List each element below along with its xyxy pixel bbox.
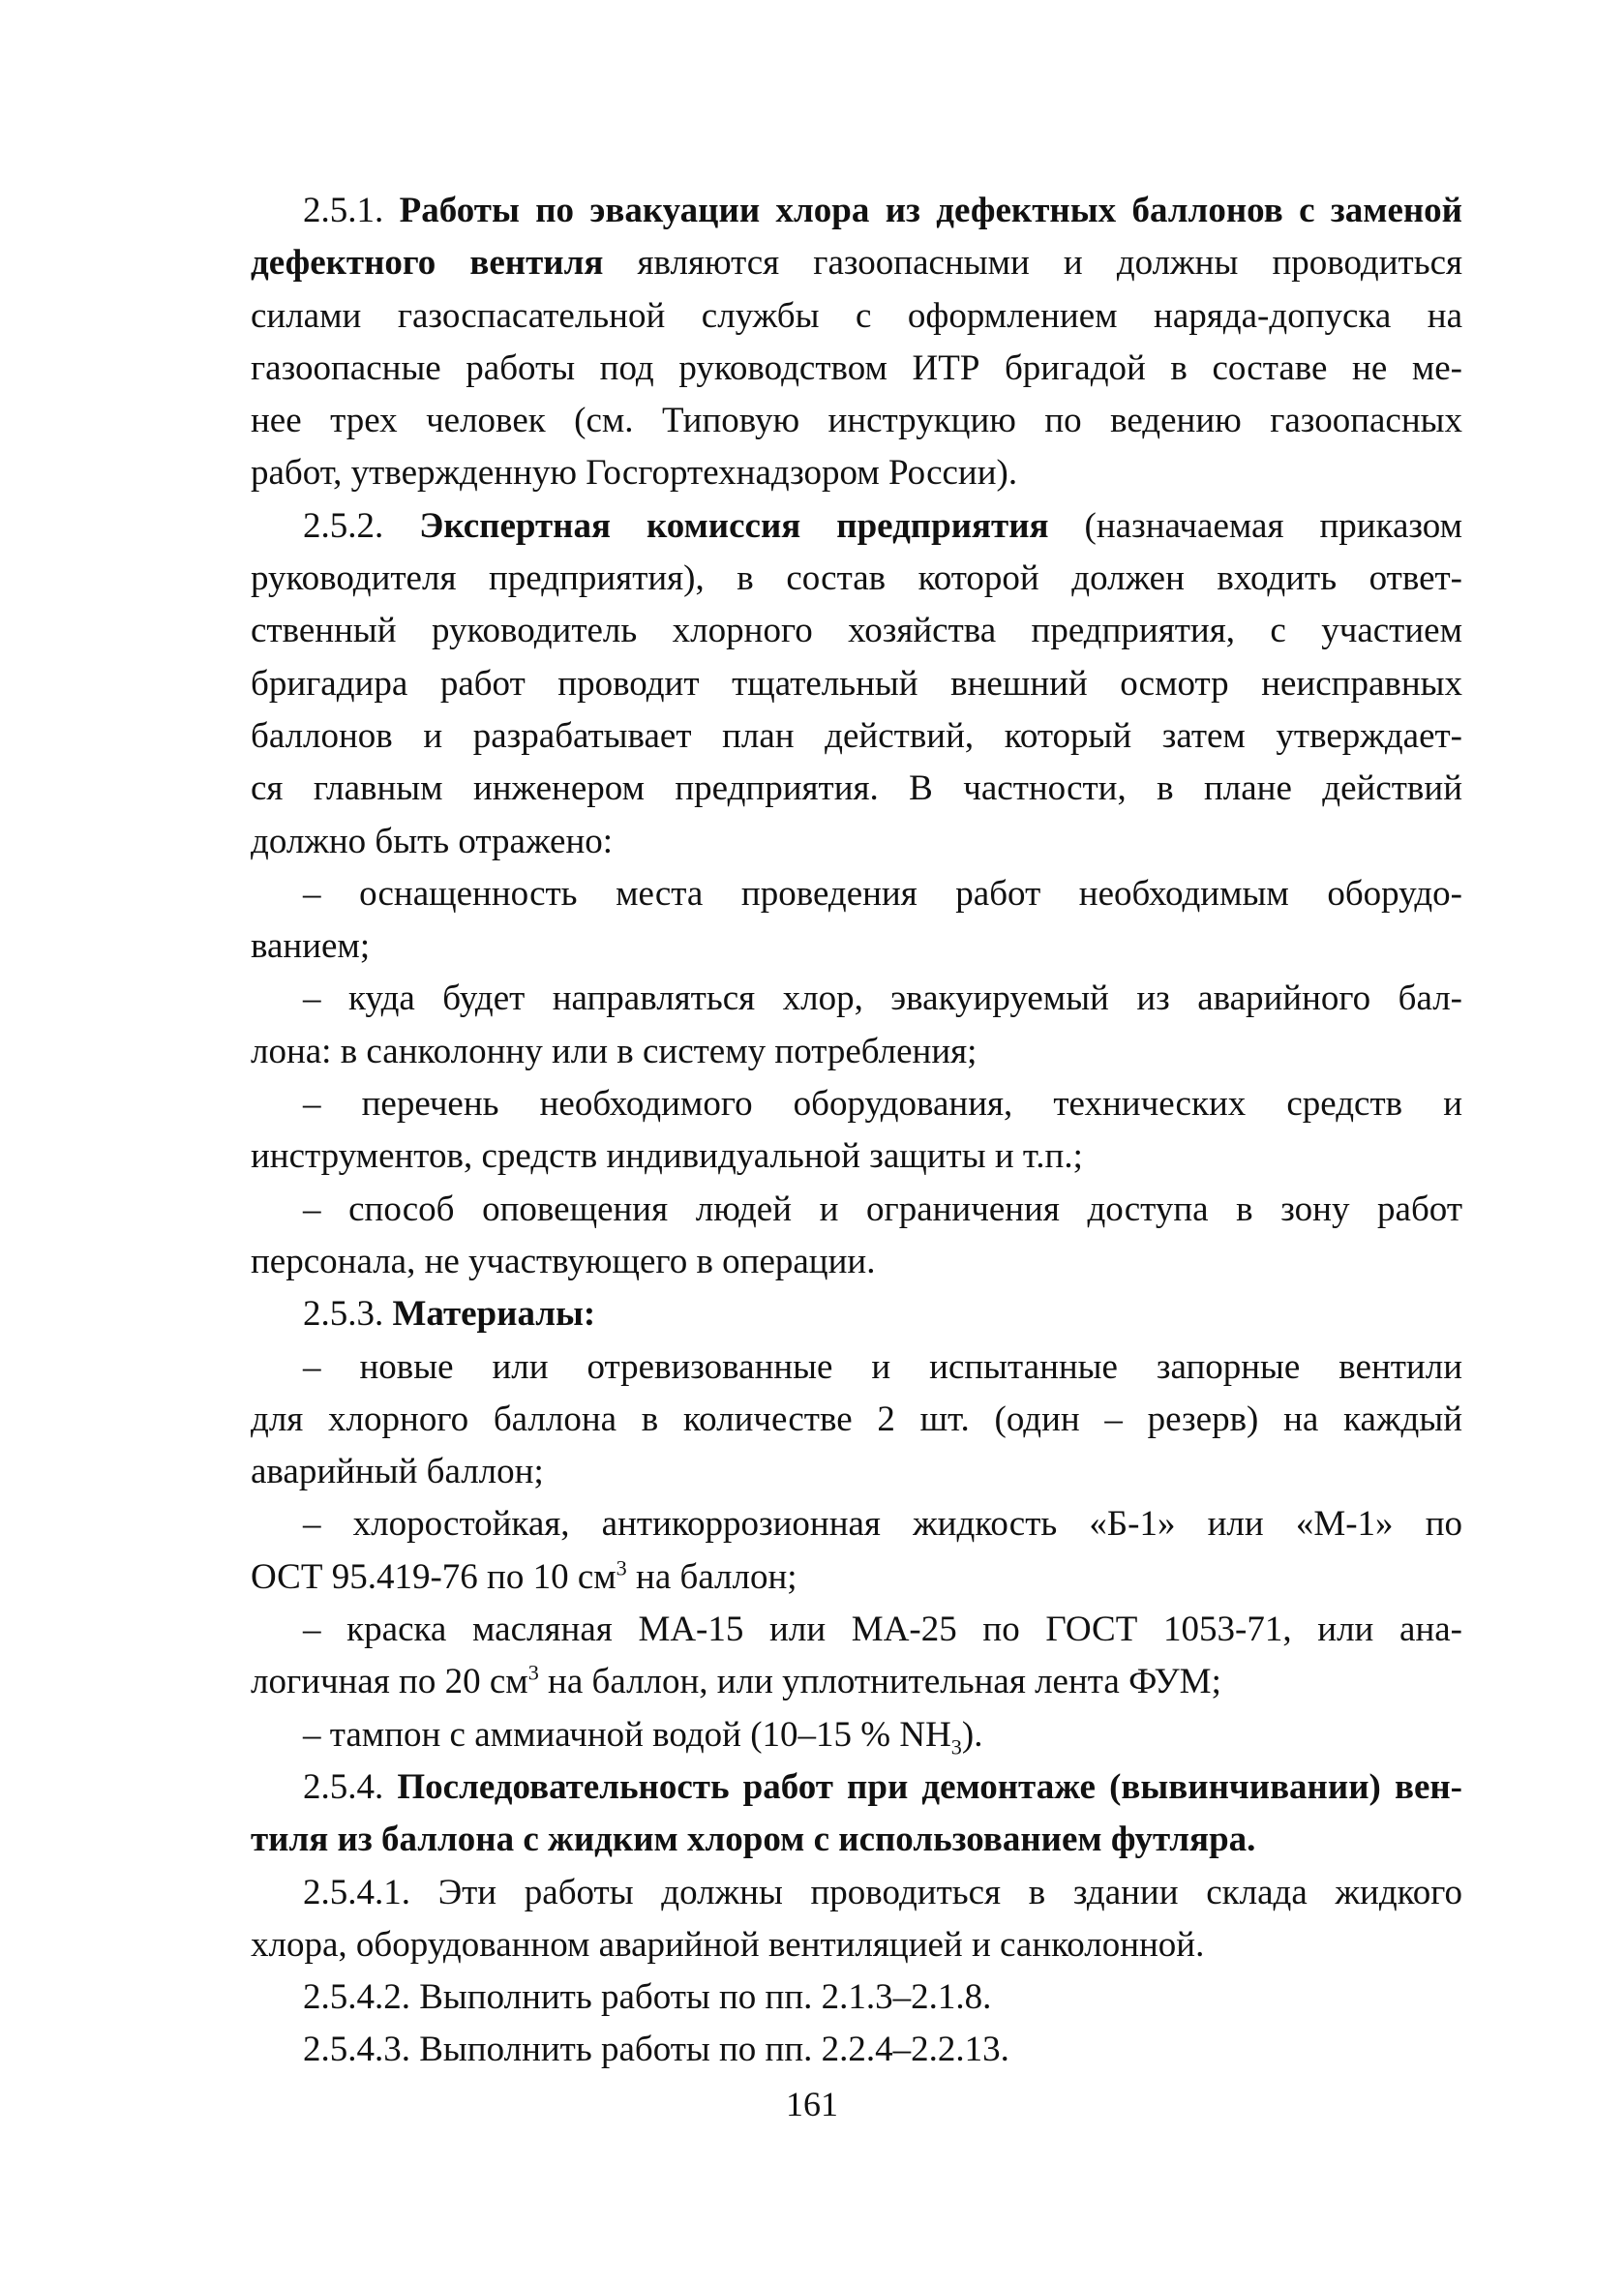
text-line <box>251 237 1462 289</box>
text-segment: работ, утвержденную Госгортехнадзором России). <box>251 453 1018 494</box>
text-segment: должно быть отражено: <box>251 821 614 861</box>
text-segment: баллонов и разрабатывает план действий, который затем утверждает- <box>251 715 1462 756</box>
text-line <box>251 1971 1462 2024</box>
text-line <box>251 710 1462 763</box>
text-line <box>251 1446 1462 1498</box>
text-segment: 3 <box>616 1555 627 1580</box>
text-line <box>251 1761 1462 1814</box>
text-line <box>251 1184 1462 1236</box>
text-segment: – новые или отревизованные и испытанные запорные вентили <box>303 1346 1462 1387</box>
text-line <box>251 658 1462 710</box>
text-segment: ственный руководитель хлорного хозяйства предприятия, с участием <box>251 611 1462 651</box>
text-segment: газоопасные работы под руководством ИТР бригадой в составе не ме- <box>251 347 1462 388</box>
text-segment: на баллон; <box>626 1556 797 1597</box>
text-segment: нее трех человек (см. Типовую инструкцию по ведению газоопасных <box>251 401 1462 441</box>
text-segment: на баллон, или уплотнительная лента ФУМ; <box>538 1662 1221 1702</box>
bold-text: тиля из баллона с жидким хлором с использованием футляра. <box>251 1820 1256 1860</box>
text-line <box>251 1078 1462 1130</box>
text-line <box>251 1656 1462 1708</box>
text-segment: хлора, оборудованном аварийной вентиляцией и санколонной. <box>251 1924 1205 1965</box>
text-line <box>251 447 1462 499</box>
text-line <box>251 343 1462 395</box>
text-segment: ванием; <box>251 926 371 967</box>
text-segment: – тампон с аммиачной водой (10–15 % NH <box>303 1714 951 1755</box>
text-segment: бригадира работ проводит тщательный внешний осмотр неисправных <box>251 663 1462 704</box>
text-line <box>251 1498 1462 1550</box>
bold-text: Работы по эвакуации хлора из дефектных баллонов с заменой <box>399 191 1463 230</box>
text-line <box>251 1341 1462 1394</box>
text-segment: инструментов, средств индивидуальной защиты и т.п.; <box>251 1136 1083 1177</box>
text-line <box>251 763 1462 815</box>
text-line <box>251 816 1462 868</box>
text-segment: 2.5.4.1. Эти работы должны проводиться в здании склада жидкого <box>303 1872 1462 1912</box>
text-line <box>251 868 1462 920</box>
text-segment: для хлорного баллона в количестве 2 шт. (один – резерв) на каждый <box>251 1399 1462 1439</box>
text-segment: логичная по 20 см <box>251 1662 528 1702</box>
text-line <box>251 920 1462 973</box>
text-line <box>251 1919 1462 1971</box>
text-segment: являются газоопасными и должны проводиться <box>603 243 1463 284</box>
text-segment: персонала, не участвующего в операции. <box>251 1241 876 1281</box>
text-line <box>251 973 1462 1025</box>
text-segment: ся главным инженером предприятия. В частности, в плане действий <box>251 768 1462 809</box>
text-segment: 2.5.2. <box>303 505 420 546</box>
text-line <box>251 395 1462 447</box>
text-segment: – перечень необходимого оборудования, технических средств и <box>303 1084 1462 1125</box>
text-segment: ). <box>961 1714 983 1755</box>
text-line <box>251 1867 1462 1919</box>
text-segment: 2.5.4. <box>303 1766 398 1807</box>
text-line <box>251 2024 1462 2076</box>
text-segment: – хлоростойкая, антикоррозионная жидкость «Б-1» или «М-1» по <box>303 1504 1462 1545</box>
document-body <box>251 185 1462 2077</box>
text-segment: руководителя предприятия), в состав которой должен входить ответ- <box>251 558 1462 599</box>
text-line <box>251 500 1462 553</box>
text-line <box>251 290 1462 343</box>
text-segment: 2.5.1. <box>303 191 400 230</box>
text-line <box>251 1604 1462 1656</box>
text-segment: – краска масляная МА-15 или МА-25 по ГОСТ 1053-71, или ана- <box>303 1610 1462 1650</box>
text-line <box>251 1814 1462 1866</box>
text-line <box>251 1288 1462 1340</box>
text-segment: ОСТ 95.419-76 по 10 см <box>251 1556 617 1597</box>
text-line <box>251 185 1462 237</box>
text-segment: – оснащенность места проведения работ необходимым оборудо- <box>303 873 1462 914</box>
text-segment: лона: в санколонну или в систему потребления; <box>251 1031 977 1071</box>
bold-text: Материалы: <box>392 1294 596 1335</box>
text-line <box>251 1551 1462 1604</box>
text-segment: – куда будет направляться хлор, эвакуируемый из аварийного бал- <box>303 978 1462 1019</box>
text-segment: 2.5.3. <box>303 1294 393 1335</box>
bold-text: Экспертная комиссия предприятия <box>419 505 1049 546</box>
text-segment: силами газоспасательной службы с оформлением наряда-допуска на <box>251 295 1462 336</box>
text-line <box>251 553 1462 605</box>
text-segment: – способ оповещения людей и ограничения доступа в зону работ <box>303 1189 1462 1229</box>
text-line <box>251 1394 1462 1446</box>
text-line <box>251 1130 1462 1183</box>
text-line <box>251 1709 1462 1761</box>
text-segment: 3 <box>950 1734 962 1759</box>
text-segment: 3 <box>527 1660 539 1685</box>
bold-text: Последовательность работ при демонтаже (вывинчивании) вен- <box>397 1766 1463 1807</box>
page-number: 161 <box>786 2085 838 2123</box>
text-line <box>251 1026 1462 1078</box>
bold-text: дефектного вентиля <box>251 243 604 284</box>
text-segment: (назначаемая приказом <box>1048 505 1463 546</box>
text-line <box>251 1236 1462 1288</box>
text-segment: аварийный баллон; <box>251 1452 544 1492</box>
text-segment: 2.5.4.2. Выполнить работы по пп. 2.1.3–2.1.8. <box>303 1977 992 2018</box>
text-line <box>251 605 1462 657</box>
text-segment: 2.5.4.3. Выполнить работы по пп. 2.2.4–2.2.13. <box>303 2030 1009 2070</box>
